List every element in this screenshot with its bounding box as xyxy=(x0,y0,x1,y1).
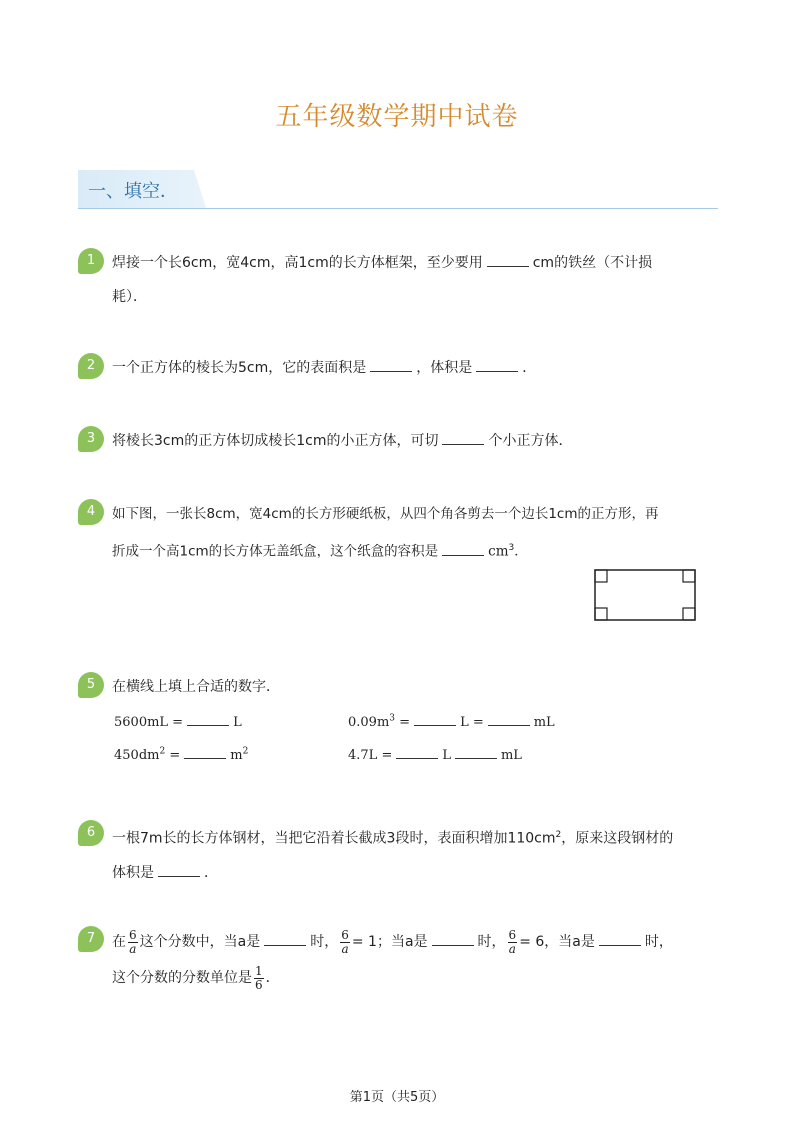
conversion-text: = xyxy=(169,748,181,763)
question-number-badge: 3 xyxy=(78,426,104,452)
unit-label: cm xyxy=(488,543,509,560)
fraction-denominator: a xyxy=(341,941,349,956)
unit-superscript: 3 xyxy=(508,543,515,553)
question-text xyxy=(112,424,718,458)
question-7 xyxy=(78,924,718,996)
question-text xyxy=(112,351,718,385)
conversion-text: 5600mL = xyxy=(114,715,184,730)
answer-blank[interactable] xyxy=(442,430,484,445)
cardboard-figure xyxy=(593,568,699,623)
question-text xyxy=(112,818,718,890)
corner-square-top-right xyxy=(683,570,695,582)
answer-blank[interactable] xyxy=(414,711,456,726)
question-4 xyxy=(78,497,718,569)
question-text-part: 这个分数的分数单位是 xyxy=(112,970,252,986)
conversion-unit: L xyxy=(442,748,451,763)
question-text-part: 折成一个高1cm的长方体无盖纸盒，这个纸盒的容积是 xyxy=(112,543,439,560)
question-text-part: 时， xyxy=(310,934,339,950)
corner-square-bottom-left xyxy=(595,608,607,620)
question-number-badge: 7 xyxy=(78,926,104,952)
fraction-denominator: a xyxy=(508,941,516,956)
conversion-text: 4.7L = xyxy=(348,748,393,763)
question-text xyxy=(112,246,718,314)
question-number-badge: 4 xyxy=(78,499,104,525)
conversion-text: = xyxy=(399,715,411,730)
answer-blank[interactable] xyxy=(488,711,530,726)
fraction-denominator: a xyxy=(129,941,137,956)
fraction xyxy=(254,965,264,992)
conversion-row-2b xyxy=(348,744,522,763)
question-text-part: 体积是 xyxy=(112,864,154,881)
conversion-unit: mL xyxy=(533,715,555,730)
question-text-part: = 1；当a是 xyxy=(351,934,428,950)
question-6 xyxy=(78,818,718,890)
answer-blank[interactable] xyxy=(487,252,529,267)
fraction xyxy=(128,929,138,956)
question-text: 在横线上填上合适的数字． xyxy=(112,679,280,695)
question-text-part: 个小正方体． xyxy=(488,433,573,449)
question-text-part: = 6，当a是 xyxy=(519,934,595,950)
question-number-badge: 5 xyxy=(78,672,104,698)
question-number-badge: 1 xyxy=(78,248,104,274)
question-text-part: 时， xyxy=(477,934,506,950)
question-text-part: 将棱长3cm的正方体切成棱长1cm的小正方体，可切 xyxy=(112,433,439,449)
answer-blank[interactable] xyxy=(370,357,412,372)
question-text-part: 一个正方体的棱长为5cm，它的表面积是 xyxy=(112,360,367,376)
question-text xyxy=(112,924,718,996)
answer-blank[interactable] xyxy=(187,711,229,726)
fraction-numerator: 1 xyxy=(255,963,263,978)
question-2 xyxy=(78,351,718,385)
conversion-text: 450dm xyxy=(114,748,160,763)
answer-blank[interactable] xyxy=(455,744,497,759)
fraction-numerator: 6 xyxy=(341,927,349,942)
conversion-text: L = xyxy=(460,715,484,730)
question-3 xyxy=(78,424,718,458)
unit-superscript: 2 xyxy=(242,746,249,757)
unit-superscript: 2 xyxy=(159,746,166,757)
question-1 xyxy=(78,246,718,314)
question-text-part: 在 xyxy=(112,934,126,950)
fraction xyxy=(340,929,350,956)
question-text-part: 如下图，一张长8cm，宽4cm的长方形硬纸板，从四个角各剪去一个边长1cm的正方形，再 xyxy=(112,506,659,522)
answer-blank[interactable] xyxy=(184,744,226,759)
section-label: 一、填空． xyxy=(88,181,178,202)
question-number-badge: 2 xyxy=(78,353,104,379)
question-text-part: ，原来这段钢材的 xyxy=(561,830,674,847)
page-title: 五年级数学期中试卷 xyxy=(275,102,519,132)
corner-square-top-left xyxy=(595,570,607,582)
conversion-unit: m xyxy=(230,748,243,763)
fraction-numerator: 6 xyxy=(129,927,137,942)
question-text-part: 这个分数中，当a是 xyxy=(139,934,261,950)
answer-blank[interactable] xyxy=(476,357,518,372)
answer-blank[interactable] xyxy=(264,931,306,946)
answer-blank[interactable] xyxy=(442,541,484,556)
conversion-text: 0.09m xyxy=(348,715,390,730)
question-text-part: 焊接一个长6cm，宽4cm，高1cm的长方体框架，至少要用 xyxy=(112,255,483,271)
question-text-part: ． xyxy=(514,543,528,560)
answer-blank[interactable] xyxy=(599,931,641,946)
question-number-badge: 6 xyxy=(78,820,104,846)
question-text-part: 耗）． xyxy=(112,289,147,305)
corner-square-bottom-right xyxy=(683,608,695,620)
conversion-unit: mL xyxy=(500,748,522,763)
conversion-row-1b xyxy=(348,711,555,730)
conversion-row-1a xyxy=(114,711,242,730)
conversion-row-2a xyxy=(114,744,248,763)
cardboard-rectangle xyxy=(595,570,695,620)
question-text-part: 一根7m长的长方体钢材，当把它沿着长截成3段时，表面积增加110cm xyxy=(112,830,556,847)
question-text-part: ． xyxy=(265,970,280,986)
section-header xyxy=(78,170,718,209)
unit-superscript: 2 xyxy=(555,830,562,840)
conversion-unit: L xyxy=(233,715,242,730)
question-5 xyxy=(78,670,718,704)
answer-blank[interactable] xyxy=(396,744,438,759)
question-text-part: cm的铁丝（不计损 xyxy=(532,255,653,271)
fraction-numerator: 6 xyxy=(508,927,517,942)
question-text-part: ． xyxy=(522,360,537,376)
unit-superscript: 3 xyxy=(389,713,396,724)
question-text-part: ． xyxy=(204,864,218,881)
answer-blank[interactable] xyxy=(158,862,200,877)
question-text-part: 时， xyxy=(644,934,673,950)
question-text xyxy=(112,497,718,569)
answer-blank[interactable] xyxy=(432,931,474,946)
question-text-part: ，体积是 xyxy=(416,360,473,376)
fraction-denominator: 6 xyxy=(255,977,263,992)
page-footer: 第1页（共5页） xyxy=(349,1090,445,1105)
fraction xyxy=(508,929,518,956)
